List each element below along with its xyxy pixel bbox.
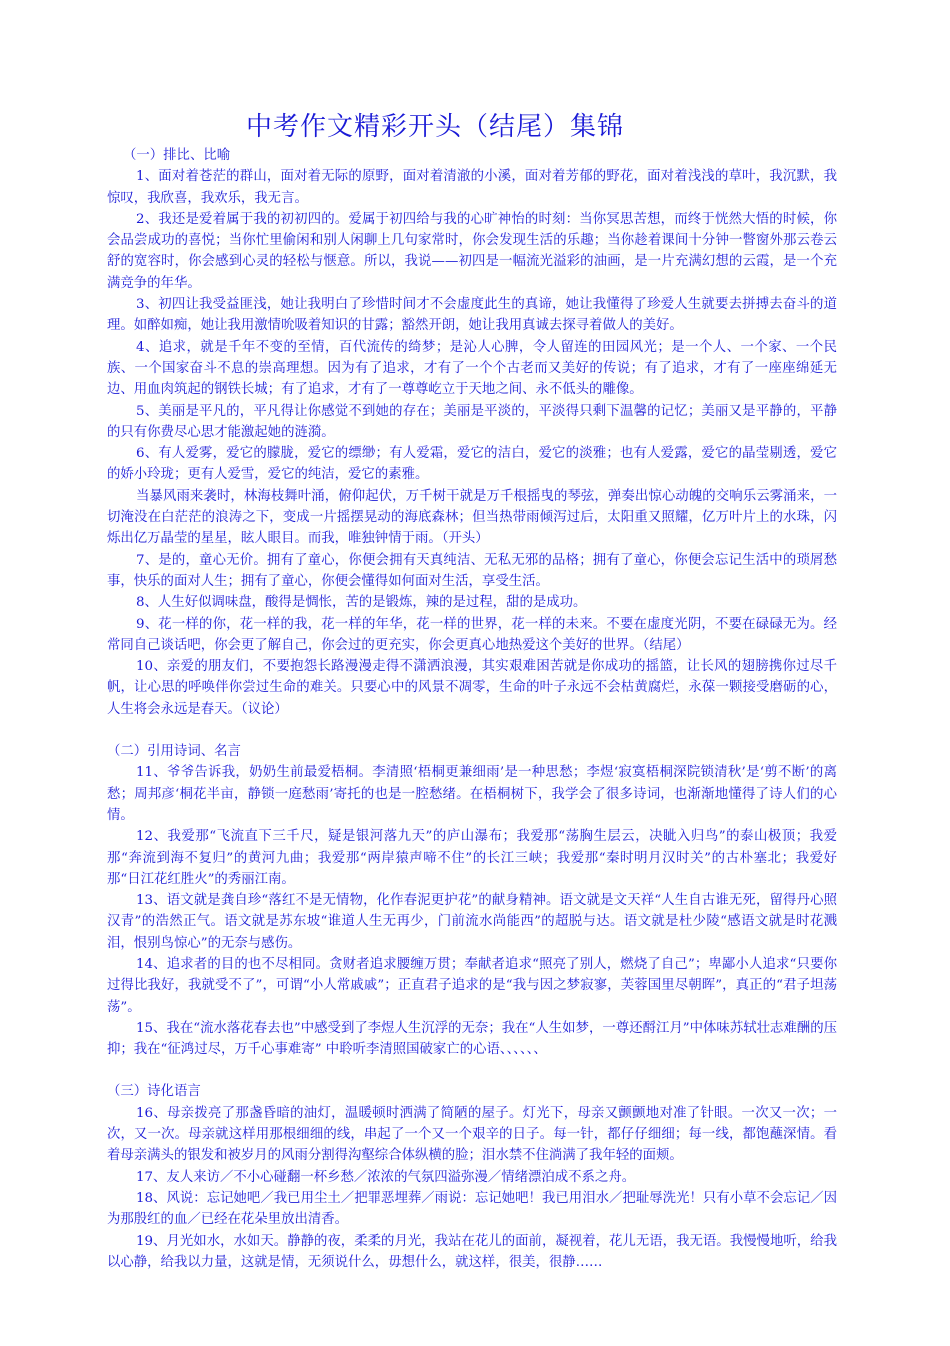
paragraph: 10、亲爱的朋友们，不要抱怨长路漫漫走得不潇洒浪漫，其实艰难困苦就是你成功的摇篮，让长风的翅膀携你过尽千帆，让心思的呼唤伴你尝过生命的难关。只要心中的风景不凋零，生命的叶子永远不会枯黄腐烂，永葆一颗接受磨砺的心，人生将会永远是春天。（议论） [107, 659, 837, 717]
section-heading: （三）诗化语言 [107, 1084, 201, 1100]
paragraph: 17、友人来访／不小心碰翻一杯乡愁／浓浓的气氛四溢弥漫／情绪漂泊成不系之舟。 [136, 1169, 636, 1185]
paragraph: 8、人生好似调味盘，酸得是惆怅，苦的是锻炼，辣的是过程，甜的是成功。 [136, 595, 587, 611]
paragraph: 13、语文就是龚自珍“落红不是无情物，化作春泥更护花”的献身精神。语文就是文天祥“人生自古谁无死，留得丹心照汉青”的浩然正气。语文就是苏东坡“谁道人生无再少，门前流水尚能西”的超脱与达。语文就是杜少陵“感语文就是时花溅泪，恨别鸟惊心”的无奈与感伤。 [107, 893, 837, 951]
paragraph: 7、是的，童心无价。拥有了童心，你便会拥有天真纯洁、无私无邪的品格；拥有了童心，你便会忘记生活中的琐屑愁事，快乐的面对人生；拥有了童心，你便会懂得如何面对生活，享受生活。 [107, 552, 837, 589]
paragraph: 5、美丽是平凡的，平凡得让你感觉不到她的存在；美丽是平淡的，平淡得只剩下温馨的记忆；美丽又是平静的，平静的只有你费尽心思才能激起她的涟漪。 [107, 403, 837, 440]
paragraph: 4、追求，就是千年不变的至情，百代流传的绮梦；是沁人心脾，令人留连的田园风光；是一个人、一个家、一个民族、一个国家奋斗不息的崇高理想。因为有了追求，才有了一个个古老而又美好的传说；有了追求，才有了一座座绵延无边、用血肉筑起的钢铁长城；有了追求，才有了一尊尊屹立于天地之间、永不低头的雕像。 [107, 339, 837, 398]
paragraph: 3、初四让我受益匪浅，她让我明白了珍惜时间才不会虚度此生的真谛，她让我懂得了珍爱人生就要去拼搏去奋斗的道理。如醉如痴，她让我用激情吮吸着知识的甘露；豁然开朗，她让我用真诚去探寻着做人的美好。 [107, 297, 837, 334]
section-heading: （二）引用诗词、名言 [107, 744, 241, 760]
section-spacer [107, 1060, 837, 1081]
paragraph: 16、母亲拨亮了那盏昏暗的油灯，温暖顿时洒满了简陋的屋子。灯光下，母亲又颤颤地对准了针眼。一次又一次；一次，又一次。母亲就这样用那根细细的线，串起了一个又一个艰辛的日子。每一针，都仔仔细细；每一线，都饱蘸深情。看着母亲满头的银发和被岁月的风雨分割得沟壑综合体纵横的脸；泪水禁不住淌满了我年轻的面颊。 [107, 1105, 837, 1164]
section-spacer [107, 720, 837, 741]
paragraph: 2、我还是爱着属于我的初初四的。爱属于初四给与我的心旷神怡的时刻：当你冥思苦想，而终于恍然大悟的时候，你会品尝成功的喜悦；当你忙里偷闲和别人闲聊上几句家常时，你会发现生活的乐趣；当你趁着课间十分钟一瞥窗外那云卷云舒的宽容时，你会感到心灵的轻松与惬意。所以，我说——初四是一幅流光溢彩的油画，是一片充满幻想的云霞，是一个充满竞争的年华。 [107, 211, 837, 291]
paragraph: 9、花一样的你，花一样的我，花一样的年华，花一样的世界，花一样的未来。不要在虚度光阴，不要在碌碌无为。经常同自己谈话吧，你会更了解自己，你会过的更充实，你会更真心地热爱这个美好的世界。（结尾） [107, 616, 837, 653]
paragraph: 6、有人爱雾，爱它的朦胧，爱它的缥缈；有人爱霜，爱它的洁白，爱它的淡雅；也有人爱露，爱它的晶莹剔透，爱它的娇小玲珑；更有人爱雪，爱它的纯洁，爱它的素雅。 [107, 446, 837, 483]
paragraph: 1、面对着苍茫的群山，面对着无际的原野，面对着清澈的小溪，面对着芳郁的野花，面对着浅浅的草叶，我沉默，我惊叹，我欣喜，我欢乐，我无言。 [107, 169, 837, 206]
page-title: 中考作文精彩开头（结尾）集锦 [245, 112, 624, 142]
paragraph: 11、爷爷告诉我，奶奶生前最爱梧桐。李清照‘梧桐更兼细雨’是一种思愁；李煜‘寂寞梧桐深院锁清秋’是‘剪不断’的离愁；周邦彦‘桐花半亩，静锁一庭愁雨’寄托的也是一腔愁绪。在梧桐树下，我学会了很多诗词，也渐渐地懂得了诗人们的心情。 [107, 765, 837, 823]
paragraph: 18、风说：忘记她吧／我已用尘土／把罪恶埋葬／雨说：忘记她吧！我已用泪水／把耻辱洗光！只有小草不会忘记／因为那殷红的血／已经在花朵里放出清香。 [107, 1190, 837, 1228]
paragraph: 14、追求者的目的也不尽相同。贪财者追求腰缠万贯；奉献者追求“照亮了别人，燃烧了自己”；卑鄙小人追求“只要你过得比我好，我就受不了”，可谓“小人常戚戚”；正直君子追求的是“我与因之梦寂寥，芙蓉国里尽朝晖”，真正的“君子坦荡荡”。 [107, 956, 837, 1015]
paragraph: 15、我在“流水落花春去也”中感受到了李煜人生沉浮的无奈；我在“人生如梦，一尊还酹江月”中体味苏轼壮志难酬的压抑；我在“征鸿过尽，万千心事难寄” 中聆听李清照国破家亡的心语、、、、、、 [107, 1020, 837, 1058]
paragraph: 当暴风雨来袭时，林海枝舞叶涌，俯仰起伏，万千树干就是万千根摇曳的琴弦，弹奏出惊心动魄的交响乐云雾涌来，一切淹没在白茫茫的浪涛之下，变成一片摇摆晃动的海底森林；但当热带雨倾泻过后，太阳重又照耀，亿万叶片上的水珠，闪烁出亿万晶莹的星星，眩人眼目。而我，唯独钟情于雨。（开头） [107, 488, 837, 547]
document-body [107, 145, 837, 1273]
paragraph: 19、月光如水，水如天。静静的夜，柔柔的月光，我站在花儿的面前，凝视着，花儿无语，我无语。我慢慢地听，给我以心静，给我以力量，这就是情，无须说什么，毋想什么，就这样，很美，很静…… [107, 1233, 837, 1270]
section-heading: （一）排比、比喻 [123, 148, 231, 163]
paragraph: 12、我爱那“飞流直下三千尺，疑是银河落九天”的庐山瀑布；我爱那“荡胸生层云，决眦入归鸟”的泰山极顶；我爱那“奔流到海不复归”的黄河九曲；我爱那“两岸猿声啼不住”的长江三峡；我爱那“秦时明月汉时关”的古朴塞北；我爱好那“日江花红胜火”的秀丽江南。 [107, 829, 837, 887]
